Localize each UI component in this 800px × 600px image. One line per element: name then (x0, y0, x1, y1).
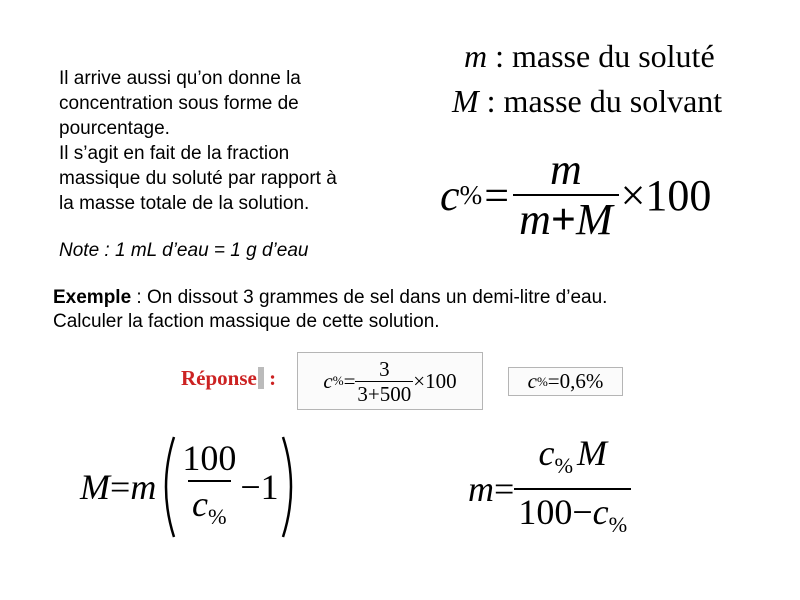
lhs-M: M (80, 467, 110, 507)
numerator: 3 (379, 356, 390, 381)
intro-line: Il s’agit en fait de la fraction (59, 143, 290, 164)
percent-subscript: % (332, 373, 344, 388)
main-formula (440, 140, 711, 250)
intro-line: massique du soluté par rapport à (59, 168, 337, 189)
den-percent: % (608, 511, 628, 537)
den-c: c (192, 483, 208, 524)
denominator (513, 194, 619, 244)
answer-label (181, 366, 276, 391)
definition-m (464, 36, 715, 76)
percent-subscript: % (536, 373, 548, 389)
den-m: m (519, 195, 551, 244)
num-c: c (538, 433, 555, 474)
definition-M (452, 81, 722, 121)
fraction (514, 431, 631, 547)
numerator: m (549, 145, 582, 194)
numerator (534, 431, 611, 488)
denominator (514, 488, 631, 547)
formula-solute-mass (468, 434, 631, 544)
answer-colon: : (263, 366, 277, 390)
numerator: 100 (182, 437, 237, 478)
symbol-m: m (464, 38, 488, 74)
den-M: M (575, 195, 613, 244)
example-text: : On dissout 3 grammes de sel dans un demi-litre d’eau. (131, 287, 608, 308)
times-100: ×100 (620, 170, 712, 220)
left-paren-icon (156, 435, 178, 539)
answer-label-text: Réponse (181, 366, 257, 390)
den-100-minus: 100− (518, 492, 593, 532)
denominator: 3+500 (357, 381, 412, 406)
num-M: M (577, 433, 608, 474)
fraction (355, 357, 413, 406)
note: Note : 1 mL d’eau = 1 g d’eau (59, 240, 309, 261)
equals-sign: = (343, 368, 356, 393)
intro-paragraph (59, 66, 399, 216)
formula-solvent-mass (80, 432, 301, 542)
intro-line: la masse totale de la solution. (59, 193, 310, 214)
answer-formula-box (297, 352, 483, 410)
times-100: ×100 (413, 368, 457, 393)
intro-line: Il arrive aussi qu’on donne la (59, 68, 301, 89)
den-c: c (592, 492, 609, 532)
factor-m: m (130, 467, 157, 507)
c-symbol: c (440, 170, 460, 220)
example-label: Exemple (53, 287, 132, 308)
intro-line: pourcentage. (59, 118, 170, 139)
fraction (513, 146, 619, 244)
definition-m-text: : masse du soluté (487, 38, 715, 74)
denominator (188, 480, 231, 539)
intro-line: concentration sous forme de (59, 93, 299, 114)
example (53, 286, 607, 334)
right-paren-icon (279, 435, 301, 539)
num-percent: % (554, 453, 574, 478)
example-line-1 (53, 286, 607, 310)
definition-M-text: : masse du solvant (478, 83, 723, 119)
minus-one: −1 (240, 467, 279, 507)
equals-sign: = (110, 467, 131, 507)
symbol-M: M (452, 83, 479, 119)
fraction (178, 436, 240, 539)
c-symbol: c (323, 368, 333, 393)
answer-result-box (508, 367, 623, 396)
equals-sign: = (494, 469, 515, 509)
equals-sign: = (484, 170, 510, 220)
lhs-m: m (468, 469, 494, 509)
percent-subscript: % (459, 179, 483, 210)
den-plus: + (550, 195, 576, 244)
den-percent: % (208, 503, 227, 529)
result-value: =0,6% (547, 369, 604, 393)
c-symbol: c (527, 369, 537, 393)
example-line-2: Calculer la faction massique de cette solution. (53, 311, 440, 332)
